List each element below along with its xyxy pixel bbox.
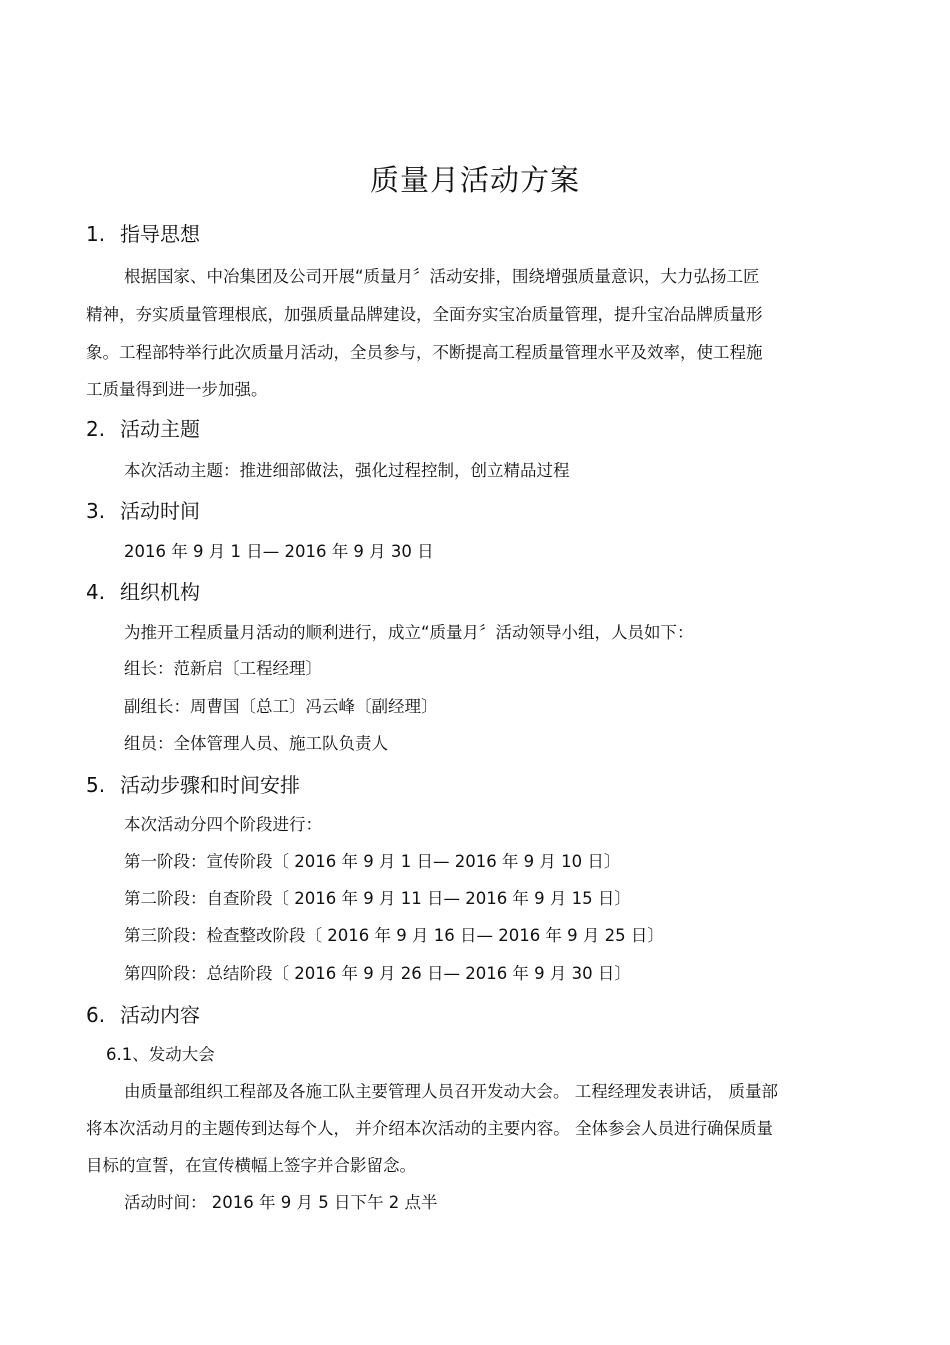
section-number: 6. (86, 1003, 106, 1027)
section-number: 2. (86, 417, 106, 441)
paragraph-line: 本次活动分四个阶段进行： (124, 815, 322, 834)
paragraph-line: 2016 年 9 月 1 日— 2016 年 9 月 30 日 (124, 542, 434, 561)
paragraph-line: 第一阶段：宣传阶段〔 2016 年 9 月 1 日— 2016 年 9 月 10 日〕 (124, 852, 621, 871)
page-title: 质量月活动方案 (369, 163, 580, 197)
paragraph-line: 第三阶段：检查整改阶段〔 2016 年 9 月 16 日— 2016 年 9 月 25 日〕 (124, 926, 664, 945)
paragraph-line: 第二阶段：自查阶段〔 2016 年 9 月 11 日— 2016 年 9 月 15 日〕 (124, 889, 631, 908)
section-title: 活动内容 (120, 1003, 200, 1027)
section-6-heading (86, 999, 200, 1028)
section-number: 4. (86, 580, 106, 604)
paragraph-line: 本次活动主题：推进细部做法，强化过程控制，创立精品过程 (124, 461, 570, 480)
section-number: 5. (86, 773, 106, 797)
section-title: 活动时间 (120, 499, 200, 523)
section-5-heading (86, 769, 300, 798)
paragraph-line: 为推开工程质量月活动的顺利进行，成立“质量月〞活动领导小组，人员如下： (124, 623, 694, 642)
section-2-heading (86, 413, 200, 442)
paragraph-line: 精神，夯实质量管理根底，加强质量品牌建设，全面夯实宝冶质量管理，提升宝冶品牌质量形 (86, 305, 763, 324)
paragraph-line: 组长：范新启〔工程经理〕 (124, 659, 322, 678)
section-number: 1. (86, 222, 106, 246)
section-title: 活动步骤和时间安排 (120, 773, 300, 797)
paragraph-line: 活动时间： 2016 年 9 月 5 日下午 2 点半 (124, 1193, 438, 1212)
section-title: 指导思想 (120, 222, 200, 246)
paragraph-line: 根据国家、中冶集团及公司开展“质量月〞活动安排，围绕增强质量意识，大力弘扬工匠 (124, 267, 760, 286)
paragraph-line: 象。工程部特举行此次质量月活动，全员参与，不断提高工程质量管理水平及效率，使工程施 (86, 343, 763, 362)
section-1-heading (86, 218, 200, 247)
paragraph-line: 将本次活动月的主题传到达每个人， 并介绍本次活动的主要内容。 全体参会人员进行确保质量 (86, 1119, 773, 1138)
subsection-heading: 6.1、发动大会 (106, 1045, 215, 1064)
paragraph-line: 由质量部组织工程部及各施工队主要管理人员召开发动大会。 工程经理发表讲话， 质量部 (124, 1082, 778, 1101)
paragraph-line: 第四阶段：总结阶段〔 2016 年 9 月 26 日— 2016 年 9 月 30 日〕 (124, 964, 631, 983)
paragraph-line: 目标的宣誓，在宣传横幅上签字并合影留念。 (86, 1156, 416, 1175)
paragraph-line: 副组长：周曹国〔总工〕冯云峰〔副经理〕 (124, 697, 438, 716)
section-title: 活动主题 (120, 417, 200, 441)
paragraph-line: 工质量得到进一步加强。 (86, 380, 268, 399)
paragraph-line: 组员：全体管理人员、施工队负责人 (124, 734, 388, 753)
section-number: 3. (86, 499, 106, 523)
section-title: 组织机构 (120, 580, 200, 604)
section-3-heading (86, 495, 200, 524)
section-4-heading (86, 576, 200, 605)
